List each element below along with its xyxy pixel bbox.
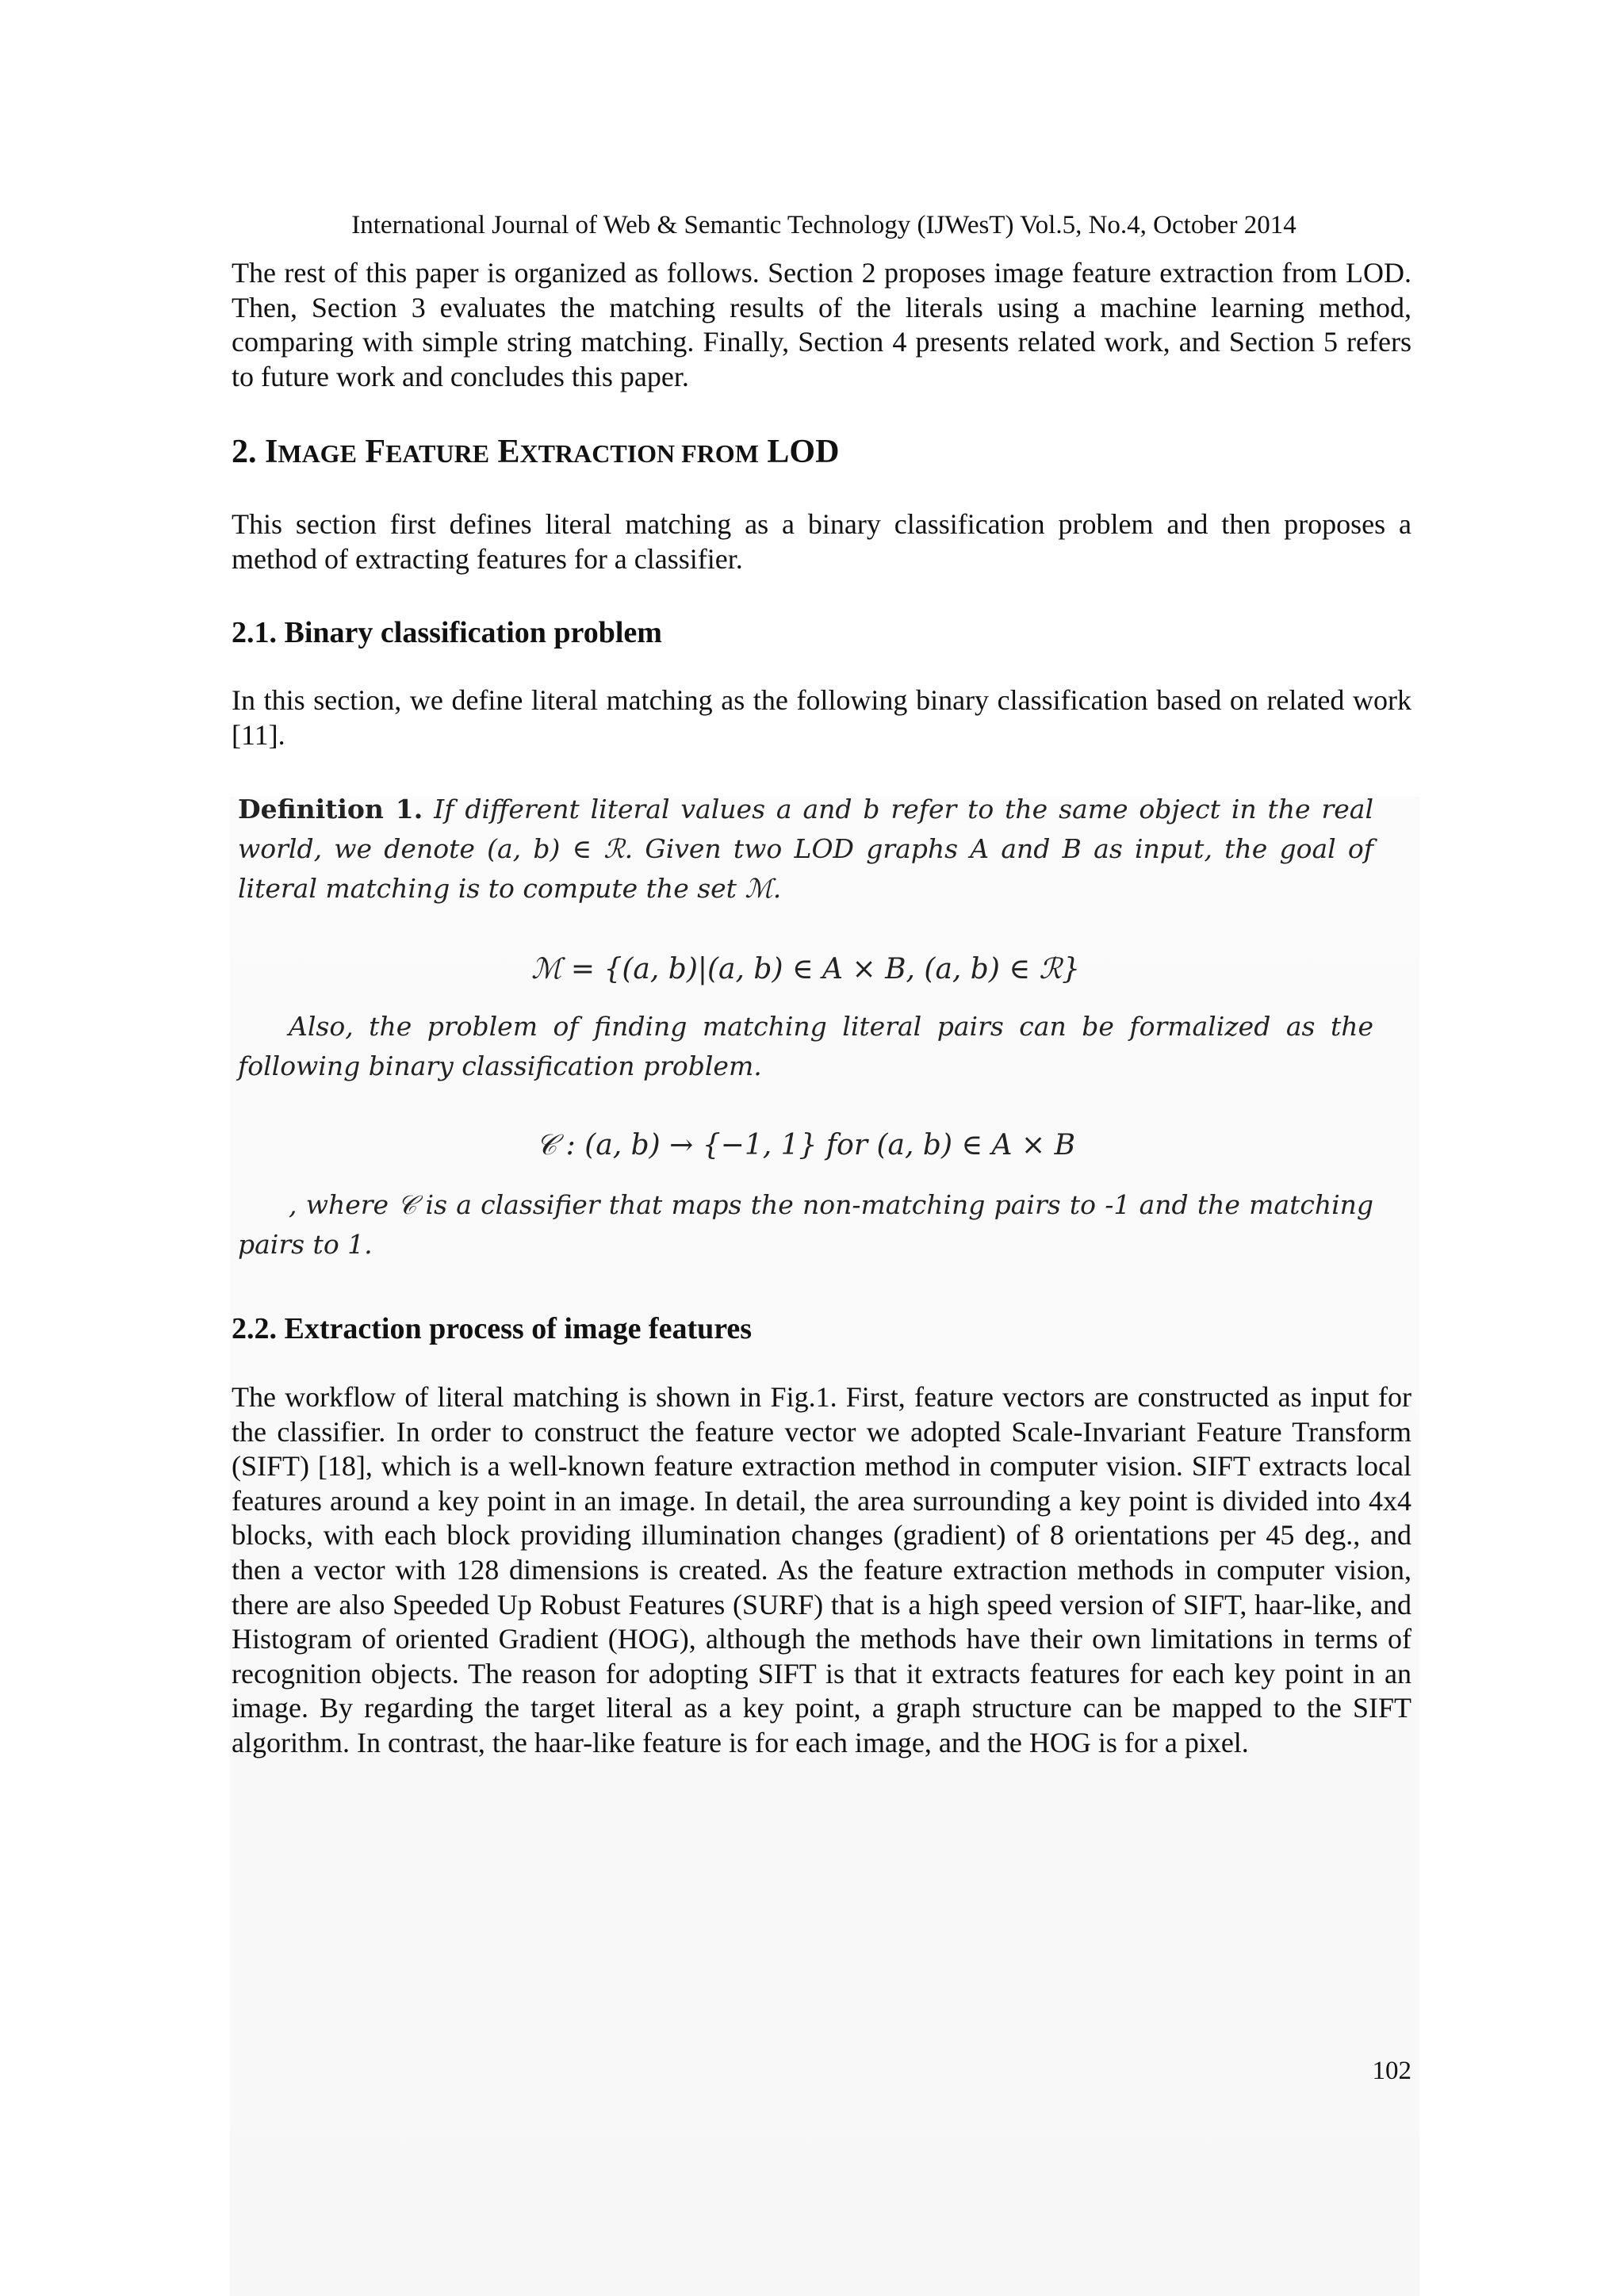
title-word-3: EXTRACTION FROM <box>497 434 759 470</box>
definition-label: Definition 1. <box>238 794 423 825</box>
title-word-lod: LOD <box>767 434 840 470</box>
definition-also-text: Also, the problem of finding matching literal pairs can be formalized as the following binary classification problem. <box>238 1011 1373 1081</box>
section-2-paragraph: This section first defines literal matching as a binary classification problem and then proposes a method of extracting features for a classifier. <box>232 508 1411 575</box>
section-2-2-heading: 2.2. Extraction process of image features <box>232 1312 753 1345</box>
definition-text: If different literal values a and b refer to the same object in the real world, we denote (a, b) ∈ ℛ. Given two LOD graphs A and B as input, the goal of literal matching is to compute the set ℳ. <box>238 794 1373 904</box>
section-2-1-paragraph: In this section, we define literal matching as the following binary classification based on related work [11]. <box>232 684 1411 751</box>
running-header: International Journal of Web & Semantic Technology (IJWesT) Vol.5, No.4, October 2014 <box>351 211 1297 239</box>
section-2-1-heading: 2.1. Binary classification problem <box>232 616 662 649</box>
definition-1 <box>238 790 1373 909</box>
equation-classifier: 𝒞 : (a, b) → {−1, 1} for (a, b) ∈ A × B <box>535 1129 1076 1161</box>
section-2-heading <box>232 428 839 477</box>
page-number: 102 <box>1372 2057 1411 2085</box>
section-2-2-paragraph: The workflow of literal matching is shown in Fig.1. First, feature vectors are constructed as input for the classifier. In order to construct the feature vector we adopted Scale-Invariant Feature Transform (SIFT) [18], which is a well-known feature extraction method in computer vision. SIFT extracts local features around a key point in an image. In detail, the area surrounding a key point is divided into 4x4 blocks, with each block providing illumination changes (gradient) of 8 orientations per 45 deg., and then a vector with 128 dimensions is created. As the feature extraction methods in computer vision, there are also Speeded Up Robust Features (SURF) that is a high speed version of SIFT, haar-like, and Histogram of oriented Gradient (HOG), although the methods have their own limitations in terms of recognition objects. The reason for adopting SIFT is that it extracts features for each key point in an image. By regarding the target literal as a key point, a graph structure can be mapped to the SIFT algorithm. In contrast, the haar-like feature is for each image, and the HOG is for a pixel. <box>232 1381 1411 1758</box>
intro-paragraph: The rest of this paper is organized as follows. Section 2 proposes image feature extraction from LOD. Then, Section 3 evaluates the matching results of the literals using a machine learning method, comparing with simple string matching. Finally, Section 4 presents related work, and Section 5 refers to future work and concludes this paper. <box>232 257 1411 392</box>
definition-where-text: , where 𝒞 is a classifier that maps the non-matching pairs to -1 and the matching pairs to 1. <box>238 1189 1373 1260</box>
section-2-number: 2. <box>232 434 257 470</box>
title-word-1: IMAGE <box>265 434 357 470</box>
title-word-2: FEATURE <box>365 434 490 470</box>
equation-set-m: ℳ = {(a, b)|(a, b) ∈ A × B, (a, b) ∈ ℛ} <box>530 953 1081 985</box>
